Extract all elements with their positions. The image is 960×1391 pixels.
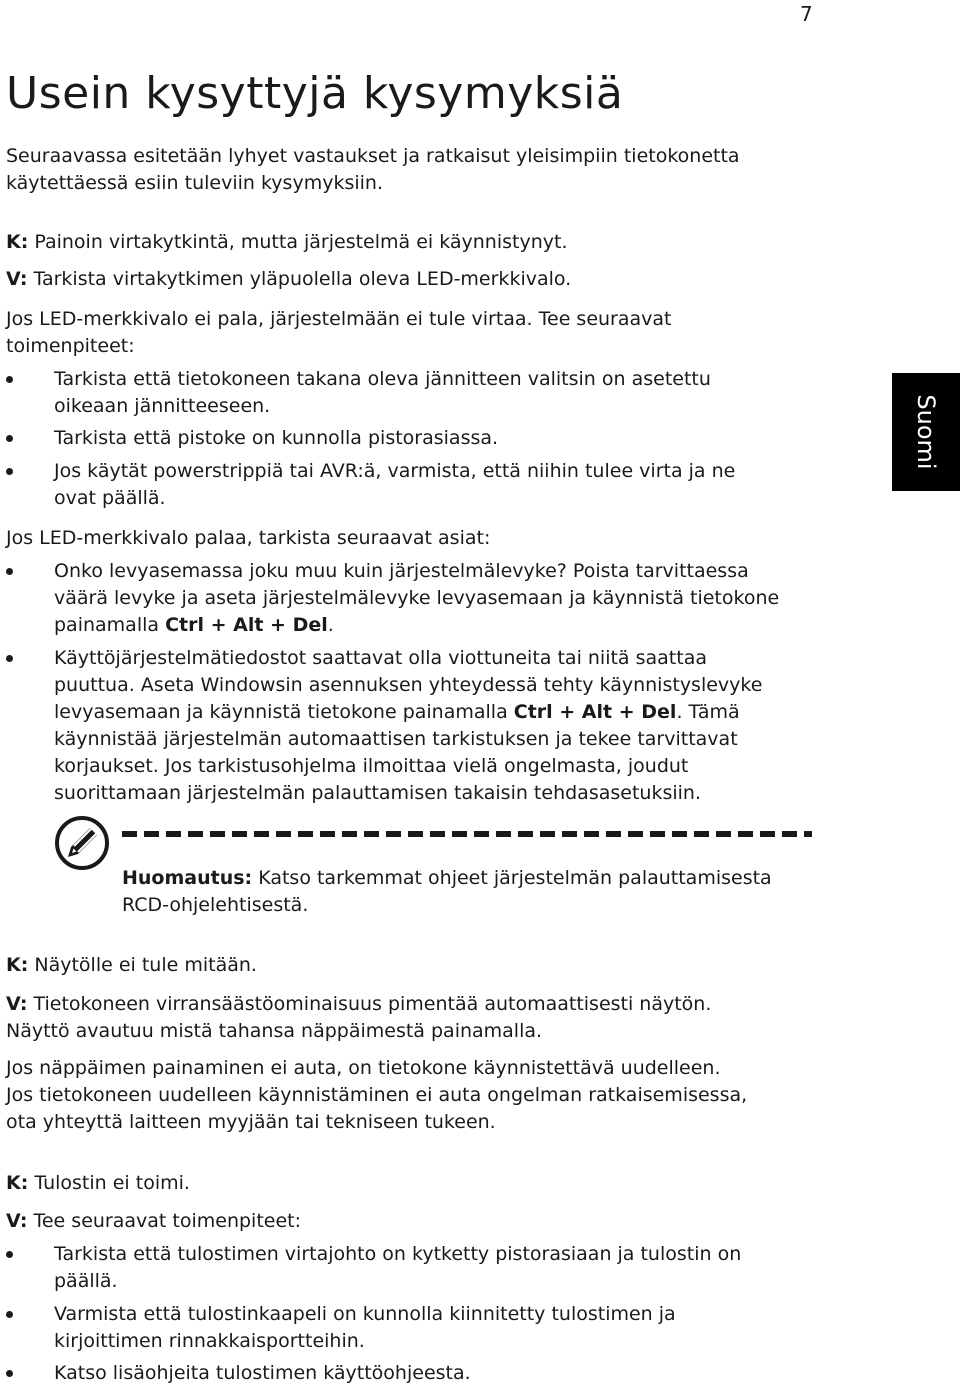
- answer-2-line-2: Näyttö avautuu mistä tahansa näppäimestä painamalla.: [6, 1020, 543, 1042]
- q1-b2-2-line-3: [54, 699, 740, 726]
- intro-line-1: Seuraavassa esitetään lyhyet vastaukset ja ratkaisut yleisimpiin tietokonetta: [6, 145, 740, 167]
- bullet-marker: [6, 1241, 16, 1258]
- bullet-marker: [6, 366, 16, 383]
- note-divider: [122, 831, 812, 837]
- answer-2: [6, 991, 711, 1018]
- question-2: [6, 952, 257, 979]
- answer-2-text: Tietokoneen virransäästöominaisuus pimentää automaattisesti näytön.: [27, 993, 712, 1015]
- note-pencil-icon: [54, 815, 110, 871]
- q1-b2-1-line-3: [54, 612, 334, 639]
- bullet-marker: [6, 1360, 16, 1377]
- answer-3-prefix: V:: [6, 1210, 28, 1232]
- q1-bullet-1-line-2: oikeaan jännitteeseen.: [54, 395, 271, 417]
- language-tab: [892, 373, 960, 491]
- q1-b2-1-line-3-pre: painamalla: [54, 614, 166, 636]
- answer-1-prefix: V:: [6, 268, 28, 290]
- key-combo: Ctrl + Alt + Del: [513, 701, 677, 723]
- q3-bullet-2-line-2: kirjoittimen rinnakkaisportteihin.: [54, 1330, 365, 1352]
- question-2-prefix: K:: [6, 954, 29, 976]
- q1-b2-2-line-2: puuttua. Aseta Windowsin asennuksen yhteydessä tehty käynnistyslevyke: [54, 674, 763, 696]
- q1-b2-2-line-4: käynnistää järjestelmän automaattisen tarkistuksen ja tekee tarvittavat: [54, 728, 738, 750]
- page-title: Usein kysyttyjä kysymyksiä: [6, 68, 624, 119]
- page-number: 7: [800, 2, 813, 26]
- bullet-marker: [6, 1301, 16, 1318]
- q1-b2-2-line-3-post: . Tämä: [676, 701, 740, 723]
- key-combo: Ctrl + Alt + Del: [165, 614, 328, 636]
- answer-3: [6, 1208, 301, 1235]
- note-text: Katso tarkemmat ohjeet järjestelmän palauttamisesta: [252, 867, 772, 889]
- bullet-marker: [6, 425, 16, 442]
- q1-b2-1-line-1: Onko levyasemassa joku muu kuin järjestelmälevyke? Poista tarvittaessa: [54, 560, 749, 582]
- bullet-marker: [6, 558, 16, 575]
- bullet-marker: [6, 458, 16, 475]
- q1-b2-1-line-3-post: .: [327, 614, 334, 636]
- q1-bullet-2: Tarkista että pistoke on kunnolla pistorasiassa.: [54, 427, 499, 449]
- answer-1-text: Tarkista virtakytkimen yläpuolella oleva LED-merkkivalo.: [27, 268, 572, 290]
- q1-para2: Jos LED-merkkivalo palaa, tarkista seuraavat asiat:: [6, 527, 491, 549]
- note-line-1: [122, 865, 772, 892]
- q1-b2-2-line-6: suorittamaan järjestelmän palauttamisen takaisin tehdasasetuksiin.: [54, 782, 701, 804]
- q2-para-line-2: Jos tietokoneen uudelleen käynnistäminen ei auta ongelman ratkaisemisessa,: [6, 1084, 748, 1106]
- bullet-marker: [6, 645, 16, 662]
- q3-bullet-1-line-1: Tarkista että tulostimen virtajohto on kytketty pistorasiaan ja tulostin on: [54, 1243, 742, 1265]
- q1-b2-1-line-2: väärä levyke ja aseta järjestelmälevyke levyasemaan ja käynnistä tietokone: [54, 587, 780, 609]
- question-3-text: Tulostin ei toimi.: [28, 1172, 190, 1194]
- question-2-text: Näytölle ei tule mitään.: [28, 954, 257, 976]
- answer-3-text: Tee seuraavat toimenpiteet:: [27, 1210, 302, 1232]
- note-label: Huomautus:: [122, 867, 253, 889]
- q2-para-line-1: Jos näppäimen painaminen ei auta, on tietokone käynnistettävä uudelleen.: [6, 1057, 721, 1079]
- q1-b2-2-line-1: Käyttöjärjestelmätiedostot saattavat olla viottuneita tai niitä saattaa: [54, 647, 707, 669]
- note-line-2: RCD-ohjelehtisestä.: [122, 894, 309, 916]
- q3-bullet-2-line-1: Varmista että tulostinkaapeli on kunnolla kiinnitetty tulostimen ja: [54, 1303, 676, 1325]
- intro-line-2: käytettäessä esiin tuleviin kysymyksiin.: [6, 172, 383, 194]
- question-1-prefix: K:: [6, 231, 29, 253]
- q1-para1-line-2: toimenpiteet:: [6, 335, 135, 357]
- question-1-text: Painoin virtakytkintä, mutta järjestelmä ei käynnistynyt.: [28, 231, 568, 253]
- answer-2-prefix: V:: [6, 993, 28, 1015]
- q1-bullet-1-line-1: Tarkista että tietokoneen takana oleva jännitteen valitsin on asetettu: [54, 368, 711, 390]
- question-1: [6, 229, 568, 256]
- q3-bullet-1-line-2: päällä.: [54, 1270, 118, 1292]
- q1-bullet-3-line-1: Jos käytät powerstrippiä tai AVR:ä, varmista, että niihin tulee virta ja ne: [54, 460, 736, 482]
- q1-b2-2-line-5: korjaukset. Jos tarkistusohjelma ilmoittaa vielä ongelmasta, joudut: [54, 755, 689, 777]
- q3-bullet-3: Katso lisäohjeita tulostimen käyttöohjeesta.: [54, 1362, 471, 1384]
- answer-1: [6, 266, 571, 293]
- q1-b2-2-line-3-pre: levyasemaan ja käynnistä tietokone painamalla: [54, 701, 514, 723]
- q2-para-line-3: ota yhteyttä laitteen myyjään tai tekniseen tukeen.: [6, 1111, 496, 1133]
- question-3-prefix: K:: [6, 1172, 29, 1194]
- q1-para1-line-1: Jos LED-merkkivalo ei pala, järjestelmään ei tule virtaa. Tee seuraavat: [6, 308, 672, 330]
- question-3: [6, 1170, 190, 1197]
- language-tab-label: Suomi: [912, 394, 940, 470]
- q1-bullet-3-line-2: ovat päällä.: [54, 487, 166, 509]
